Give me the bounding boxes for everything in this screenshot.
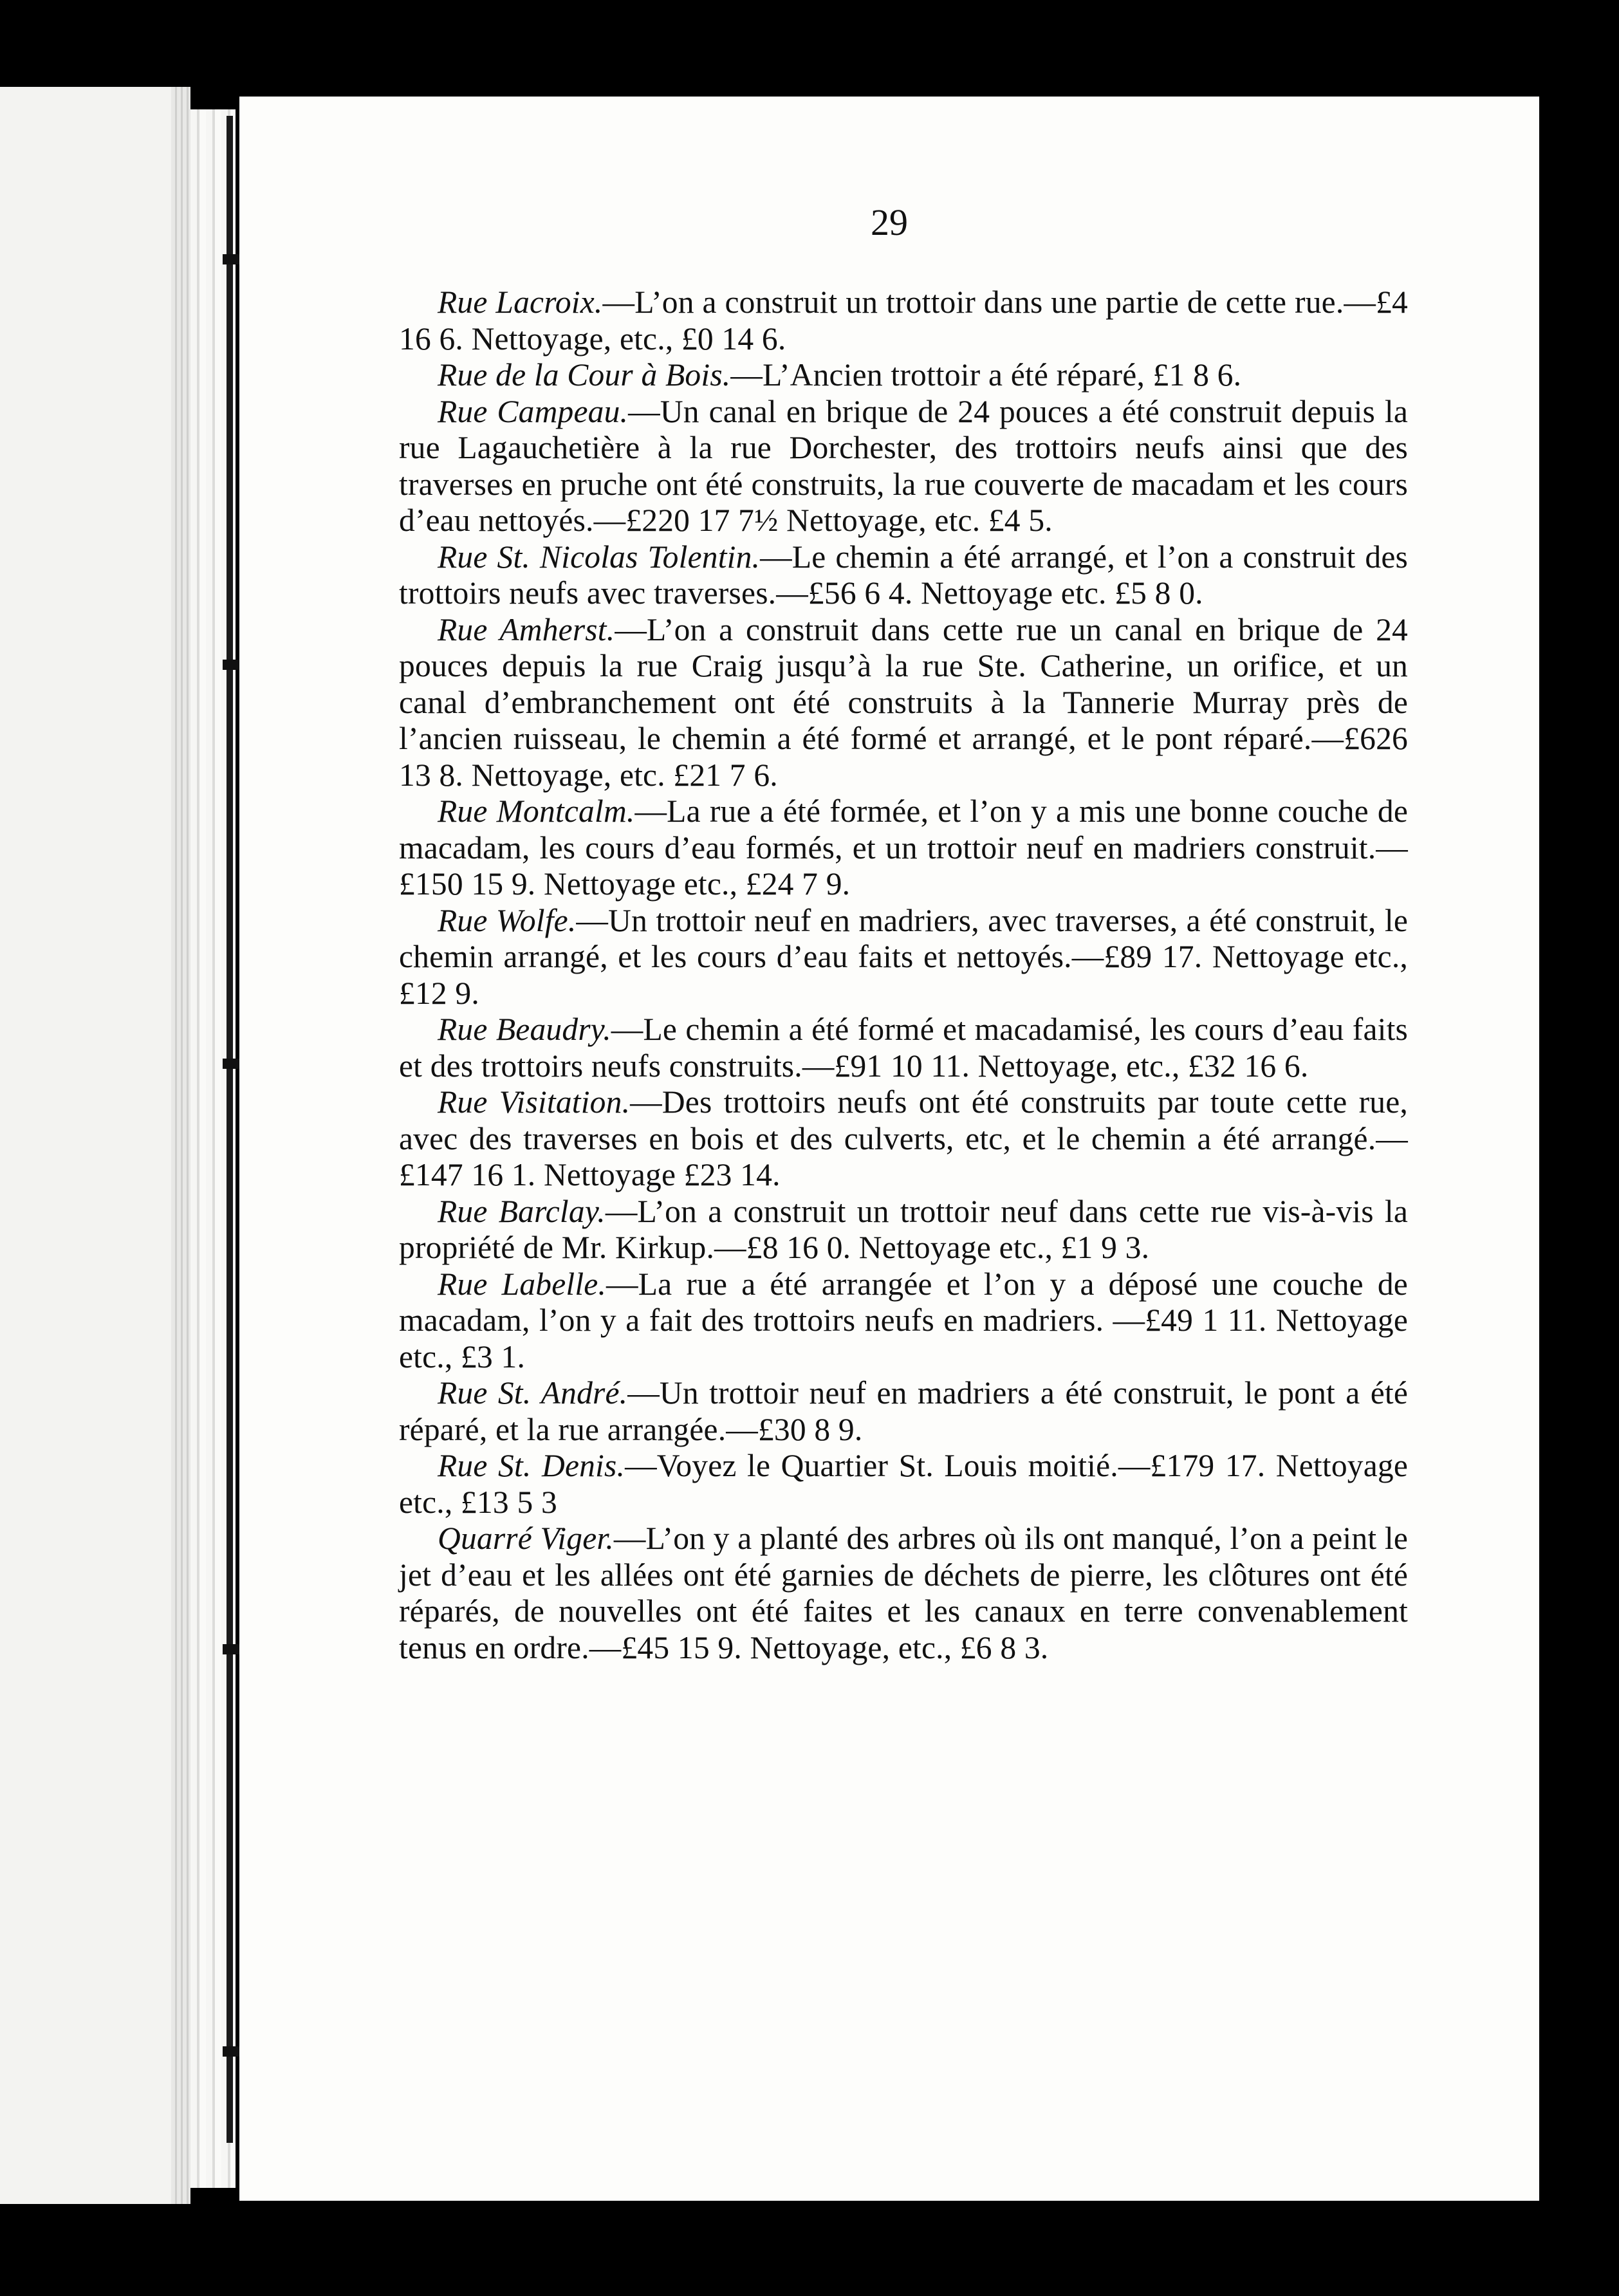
previous-page-edge bbox=[0, 87, 190, 2204]
paragraph-text: —Un trottoir neuf en madriers a été construit, le pont a été réparé, et la rue arrangée.—£30 8 9. bbox=[399, 1375, 1408, 1447]
paragraph-rue-st-denis bbox=[399, 1448, 1408, 1521]
paragraph-rue-wolfe bbox=[399, 903, 1408, 1012]
street-name: Rue Campeau. bbox=[438, 393, 629, 429]
street-name: Rue Barclay. bbox=[438, 1193, 606, 1229]
paragraph-rue-st-nicolas-tolentin bbox=[399, 539, 1408, 612]
street-name: Rue Visitation. bbox=[438, 1084, 631, 1120]
paragraph-text: —Des trottoirs neufs ont été construits par toute cette rue, avec des traverses en bois et des culverts, etc, et le chemin a été arrangé.—£147 16 1. Nettoyage £23 14. bbox=[399, 1084, 1408, 1192]
paragraph-rue-visitation bbox=[399, 1084, 1408, 1194]
street-name: Rue Labelle. bbox=[438, 1266, 607, 1302]
paragraph-text: —L’on a construit un trottoir dans une partie de cette rue.—£4 16 6. Nettoyage, etc., £0 14 6. bbox=[399, 284, 1408, 356]
street-name: Rue de la Cour à Bois. bbox=[438, 357, 731, 393]
paragraph-rue-cour-a-bois bbox=[399, 357, 1408, 394]
paragraph-text: —L’Ancien trottoir a été réparé, £1 8 6. bbox=[730, 357, 1242, 393]
paragraph-quarre-viger bbox=[399, 1521, 1408, 1666]
paragraph-rue-st-andre bbox=[399, 1375, 1408, 1448]
page-body bbox=[399, 284, 1408, 1666]
street-name: Rue Montcalm. bbox=[438, 793, 635, 829]
paragraph-text: —Le chemin a été arrangé, et l’on a construit des trottoirs neufs avec traverses.—£56 6 4. Nettoyage etc. £5 8 0. bbox=[399, 539, 1408, 611]
paragraph-text: —La rue a été arrangée et l’on y a déposé une couche de macadam, l’on y a fait des trottoirs neufs en madriers. —£49 1 11. Nettoyage etc., £3 1. bbox=[399, 1266, 1408, 1375]
street-name: Quarré Viger. bbox=[438, 1521, 614, 1556]
paragraph-rue-montcalm bbox=[399, 793, 1408, 903]
paragraph-text: —Le chemin a été formé et macadamisé, les cours d’eau faits et des trottoirs neufs construits.—£91 10 11. Nettoyage, etc., £32 16 6. bbox=[399, 1012, 1408, 1084]
paragraph-rue-beaudry bbox=[399, 1012, 1408, 1084]
paragraph-text: —L’on a construit un trottoir neuf dans cette rue vis-à-vis la propriété de Mr. Kirkup.—£8 16 0. Nettoyage etc., £1 9 3. bbox=[399, 1193, 1408, 1265]
street-name: Rue Amherst. bbox=[438, 611, 615, 647]
paragraph-text: —L’on y a planté des arbres où ils ont manqué, l’on a peint le jet d’eau et les allées ont été garnies de déchets de pierre, les clôtures ont été réparés, de nouvelles ont été faites et les canaux en terre convenablement tenus en ordre.—£45 15 9. Nettoyage, etc., £6 8 3. bbox=[399, 1521, 1408, 1665]
paragraph-rue-lacroix bbox=[399, 284, 1408, 357]
page-number: 29 bbox=[871, 201, 908, 243]
street-name: Rue Wolfe. bbox=[438, 902, 577, 938]
paragraph-text: —La rue a été formée, et l’on y a mis une bonne couche de macadam, les cours d’eau formés, et un trottoir neuf en madriers construit.—£150 15 9. Nettoyage etc., £24 7 9. bbox=[399, 793, 1408, 902]
street-name: Rue St. André. bbox=[438, 1375, 628, 1411]
paragraph-text: —Voyez le Quartier St. Louis moitié.—£179 17. Nettoyage etc., £13 5 3 bbox=[399, 1448, 1409, 1520]
paragraph-text: —Un trottoir neuf en madriers, avec traverses, a été construit, le chemin arrangé, et les cours d’eau faits et nettoyés.—£89 17. Nettoyage etc., £12 9. bbox=[399, 902, 1408, 1011]
paragraph-rue-campeau bbox=[399, 394, 1408, 539]
paragraph-text: —Un canal en brique de 24 pouces a été construit depuis la rue Lagauchetière à la rue Dorchester, des trottoirs neufs ainsi que des traverses en pruche ont été construits, la rue couverte de macadam et les cours d’eau nettoyés.—£220 17 7½ Nettoyage, etc. £4 5. bbox=[399, 393, 1408, 538]
street-name: Rue Lacroix. bbox=[438, 284, 603, 320]
binding-thread bbox=[227, 116, 233, 2143]
paragraph-text: —L’on a construit dans cette rue un canal en brique de 24 pouces depuis la rue Craig jusqu’à la rue Ste. Catherine, un orifice, et un canal d’embranchement ont été construits à la Tannerie Murray près de l’ancien ruisseau, le chemin a été formé et arrangé, et le pont réparé.—£626 13 8. Nettoyage, etc. £21 7 6. bbox=[399, 611, 1408, 793]
street-name: Rue St. Nicolas Tolentin. bbox=[438, 539, 761, 575]
book-page bbox=[239, 97, 1539, 2201]
street-name: Rue Beaudry. bbox=[438, 1012, 611, 1047]
paragraph-rue-labelle bbox=[399, 1266, 1408, 1376]
paragraph-rue-barclay bbox=[399, 1194, 1408, 1266]
street-name: Rue St. Denis. bbox=[438, 1448, 625, 1483]
paragraph-rue-amherst bbox=[399, 612, 1408, 794]
